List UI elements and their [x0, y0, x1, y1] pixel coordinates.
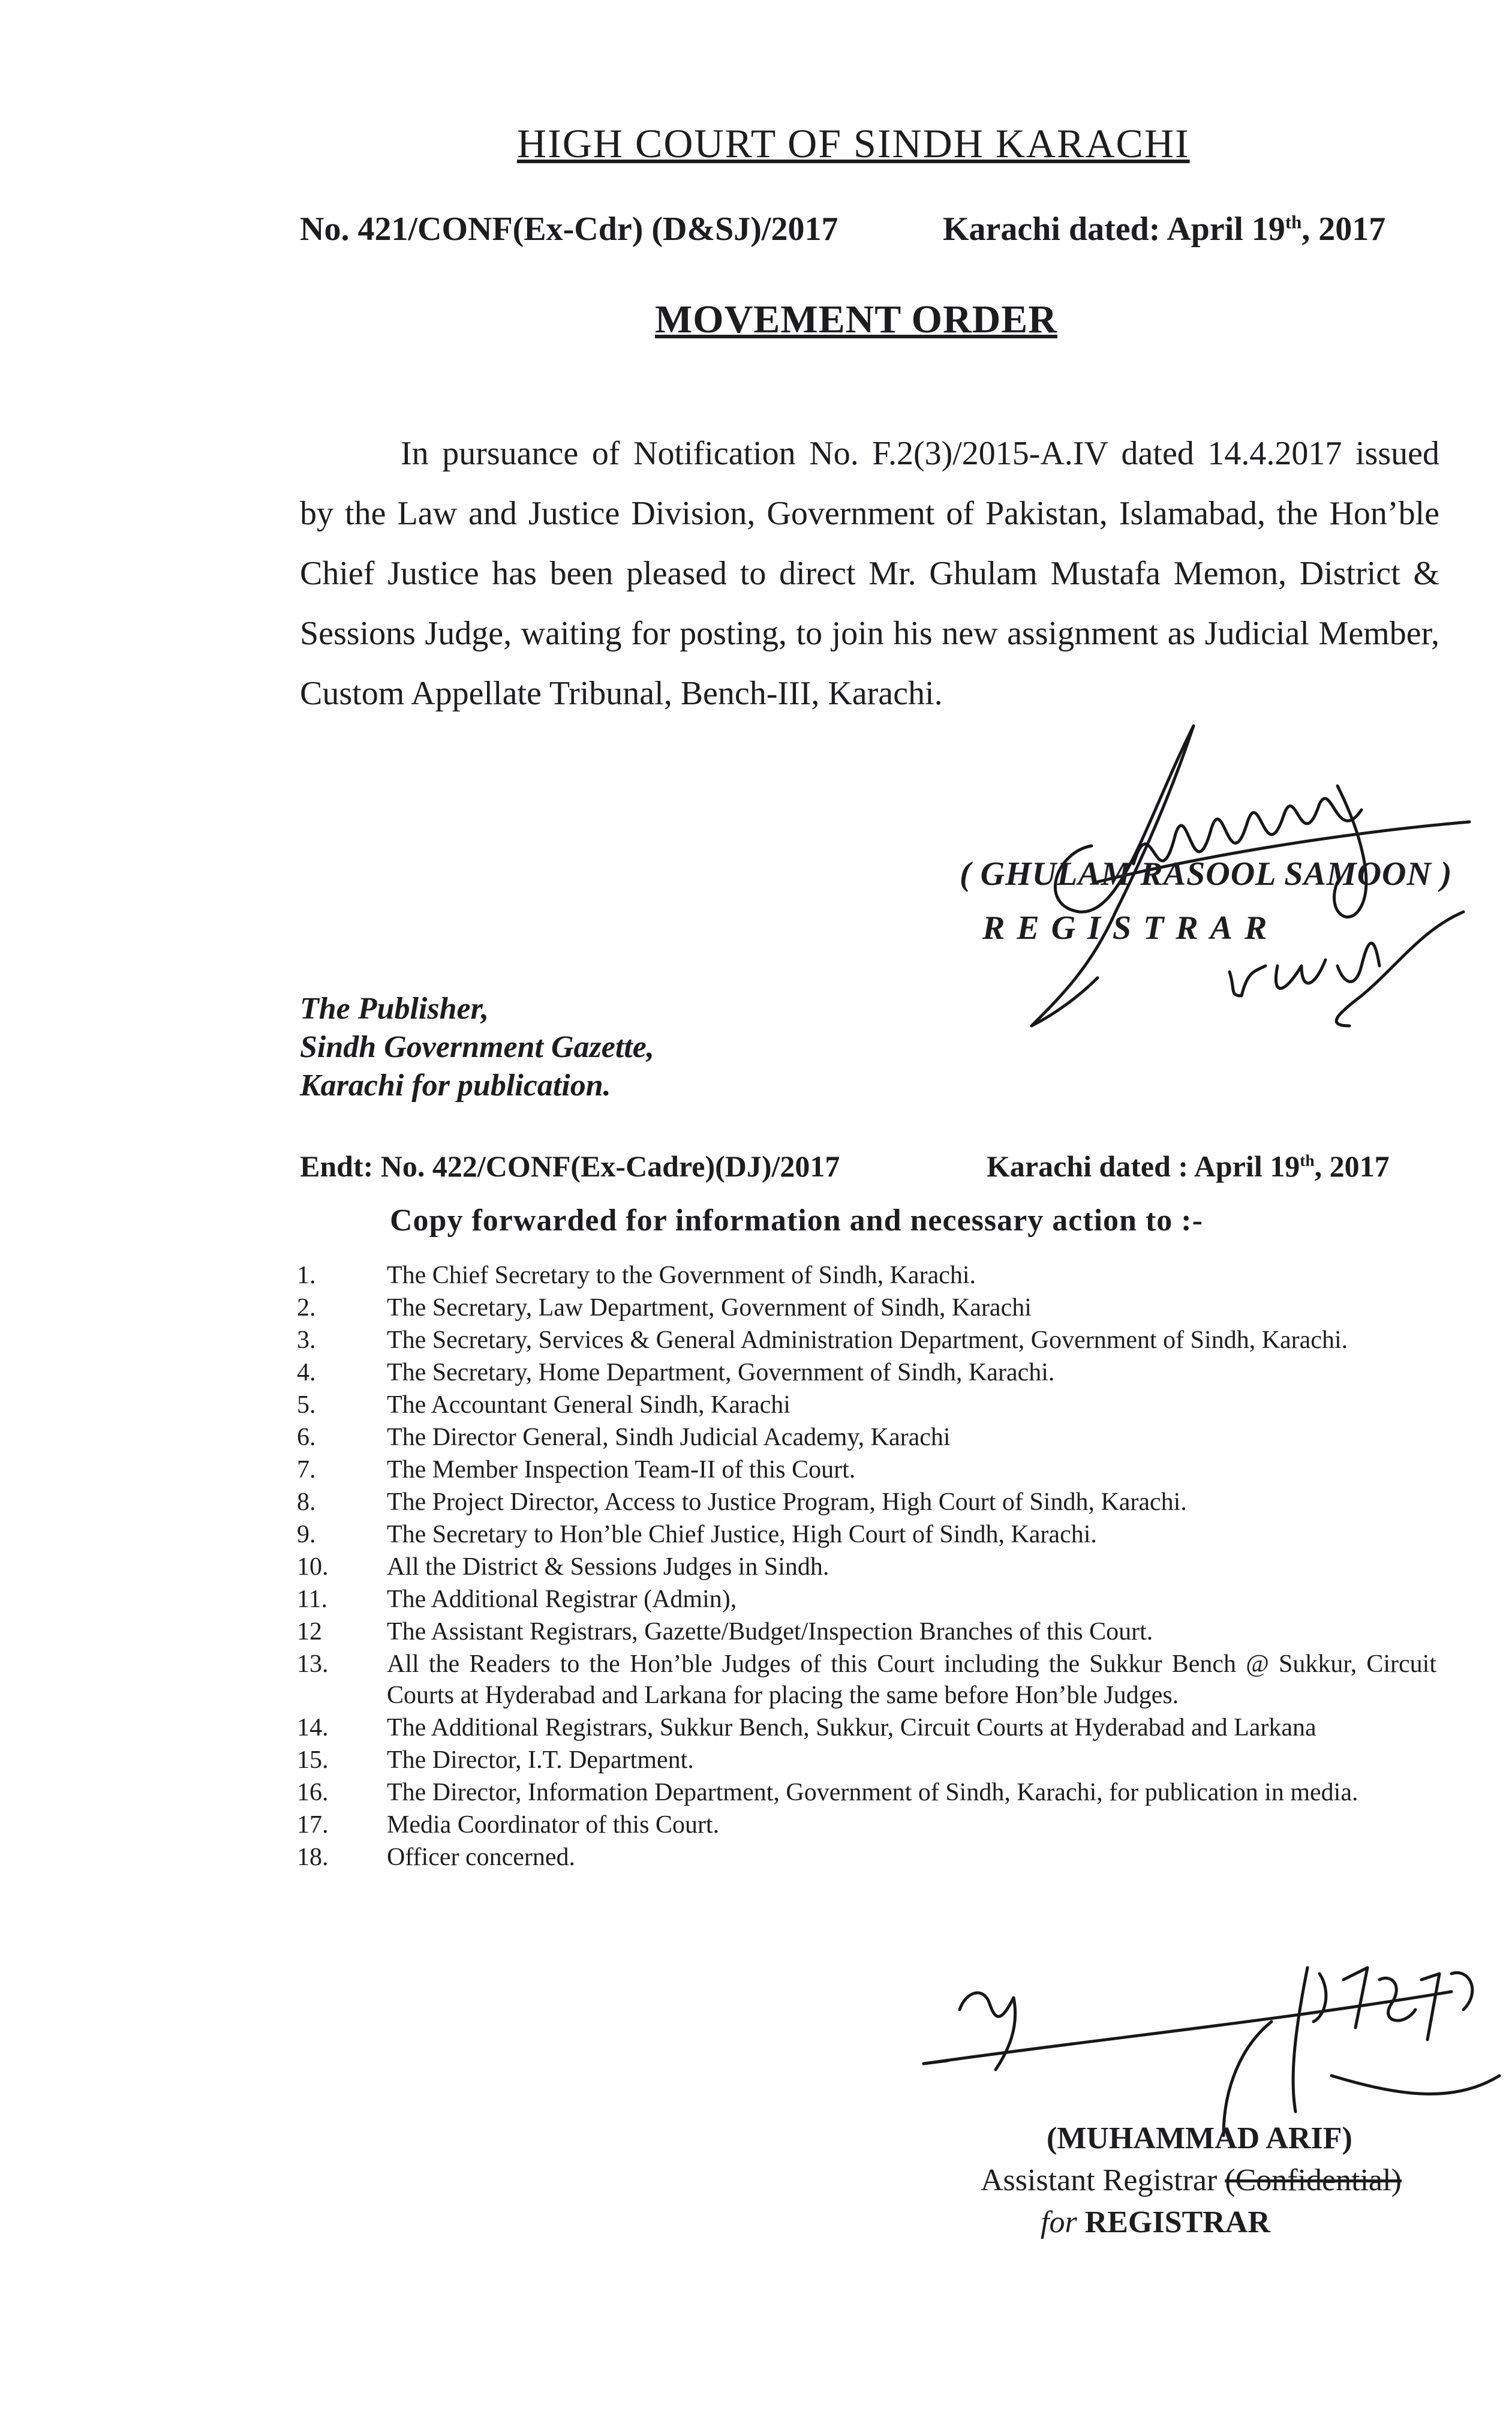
list-item: 15. The Director, I.T. Department. — [297, 1746, 694, 1774]
registrar-title: REGISTRAR — [982, 909, 1279, 947]
list-item: 9. The Secretary to Hon’ble Chief Justice, High Court of Sindh, Karachi. — [297, 1521, 1097, 1548]
assistant-registrar-signature — [912, 1956, 1511, 2196]
list-item: 4. The Secretary, Home Department, Government of Sindh, Karachi. — [297, 1359, 1055, 1386]
list-item: 13. All the Readers to the Hon’ble Judges of this Court including the Sukkur Bench @ Sukkur, Circuit Courts at Hyderabad and Larkana for placing the same before Hon’ble Judges. — [297, 1650, 1436, 1709]
publisher-block — [300, 990, 654, 1105]
list-item: 17. Media Coordinator of this Court. — [297, 1811, 720, 1839]
list-item: 14. The Additional Registrars, Sukkur Bench, Sukkur, Circuit Courts at Hyderabad and Larkana — [297, 1714, 1316, 1742]
distribution-list — [297, 1260, 1436, 1874]
list-item: 7. The Member Inspection Team-II of this Court. — [297, 1456, 856, 1484]
list-item: 16. The Director, Information Department, Government of Sindh, Karachi, for publication in media. — [297, 1779, 1358, 1806]
publisher-line-1: The Publisher, — [300, 992, 489, 1026]
list-item: 5. The Accountant General Sindh, Karachi — [297, 1391, 790, 1419]
registrar-name: ( GHULAM RASOOL SAMOON ) — [960, 855, 1453, 893]
order-body-paragraph: In pursuance of Notification No. F.2(3)/2015-A.IV dated 14.4.2017 issued by the Law and Justice Division, Government of Pakistan, Islamabad, the Hon’ble Chief Justice has been pleased to direct Mr. Ghulam Mustafa Memon, District & Sessions Judge, waiting for posting, to join his new assignment as Judicial Member, Custom Appellate Tribunal, Bench-III, Karachi. — [300, 435, 1439, 712]
list-item: 18. Officer concerned. — [297, 1843, 576, 1871]
endorsement-number: Endt: No. 422/CONF(Ex-Cadre)(DJ)/2017 — [300, 1149, 840, 1183]
copy-forwarded-heading: Copy forwarded for information and necessary action to :- — [390, 1203, 1203, 1238]
list-item: 1. The Chief Secretary to the Government of Sindh, Karachi. — [297, 1262, 976, 1289]
for-registrar: for REGISTRAR — [1041, 2205, 1270, 2239]
list-item: 6. The Director General, Sindh Judicial Academy, Karachi — [297, 1424, 951, 1451]
court-title: HIGH COURT OF SINDH KARACHI — [517, 121, 1190, 166]
reference-date: Karachi dated: April 19th, 2017 — [943, 211, 1386, 248]
list-item: 11. The Additional Registrar (Admin), — [297, 1586, 737, 1613]
endorsement-date: Karachi dated : April 19th, 2017 — [987, 1149, 1390, 1183]
registrar-signature — [942, 714, 1481, 1074]
list-item: 8. The Project Director, Access to Justice Program, High Court of Sindh, Karachi. — [297, 1488, 1187, 1516]
order-title: MOVEMENT ORDER — [655, 298, 1057, 341]
assistant-registrar-name: (MUHAMMAD ARIF) — [1047, 2121, 1352, 2155]
list-item: 3. The Secretary, Services & General Administration Department, Government of Sindh, Karachi. — [297, 1326, 1348, 1354]
list-item: 2. The Secretary, Law Department, Government of Sindh, Karachi — [297, 1294, 1032, 1322]
list-item: 10. All the District & Sessions Judges in Sindh. — [297, 1553, 829, 1581]
publisher-line-3: Karachi for publication. — [300, 1068, 611, 1103]
list-item: 12 The Assistant Registrars, Gazette/Budget/Inspection Branches of this Court. — [297, 1618, 1153, 1646]
publisher-line-2: Sindh Government Gazette, — [300, 1030, 654, 1064]
reference-number: No. 421/CONF(Ex-Cdr) (D&SJ)/2017 — [300, 211, 838, 248]
assistant-registrar-title: Assistant Registrar (Confidential) — [981, 2163, 1402, 2197]
